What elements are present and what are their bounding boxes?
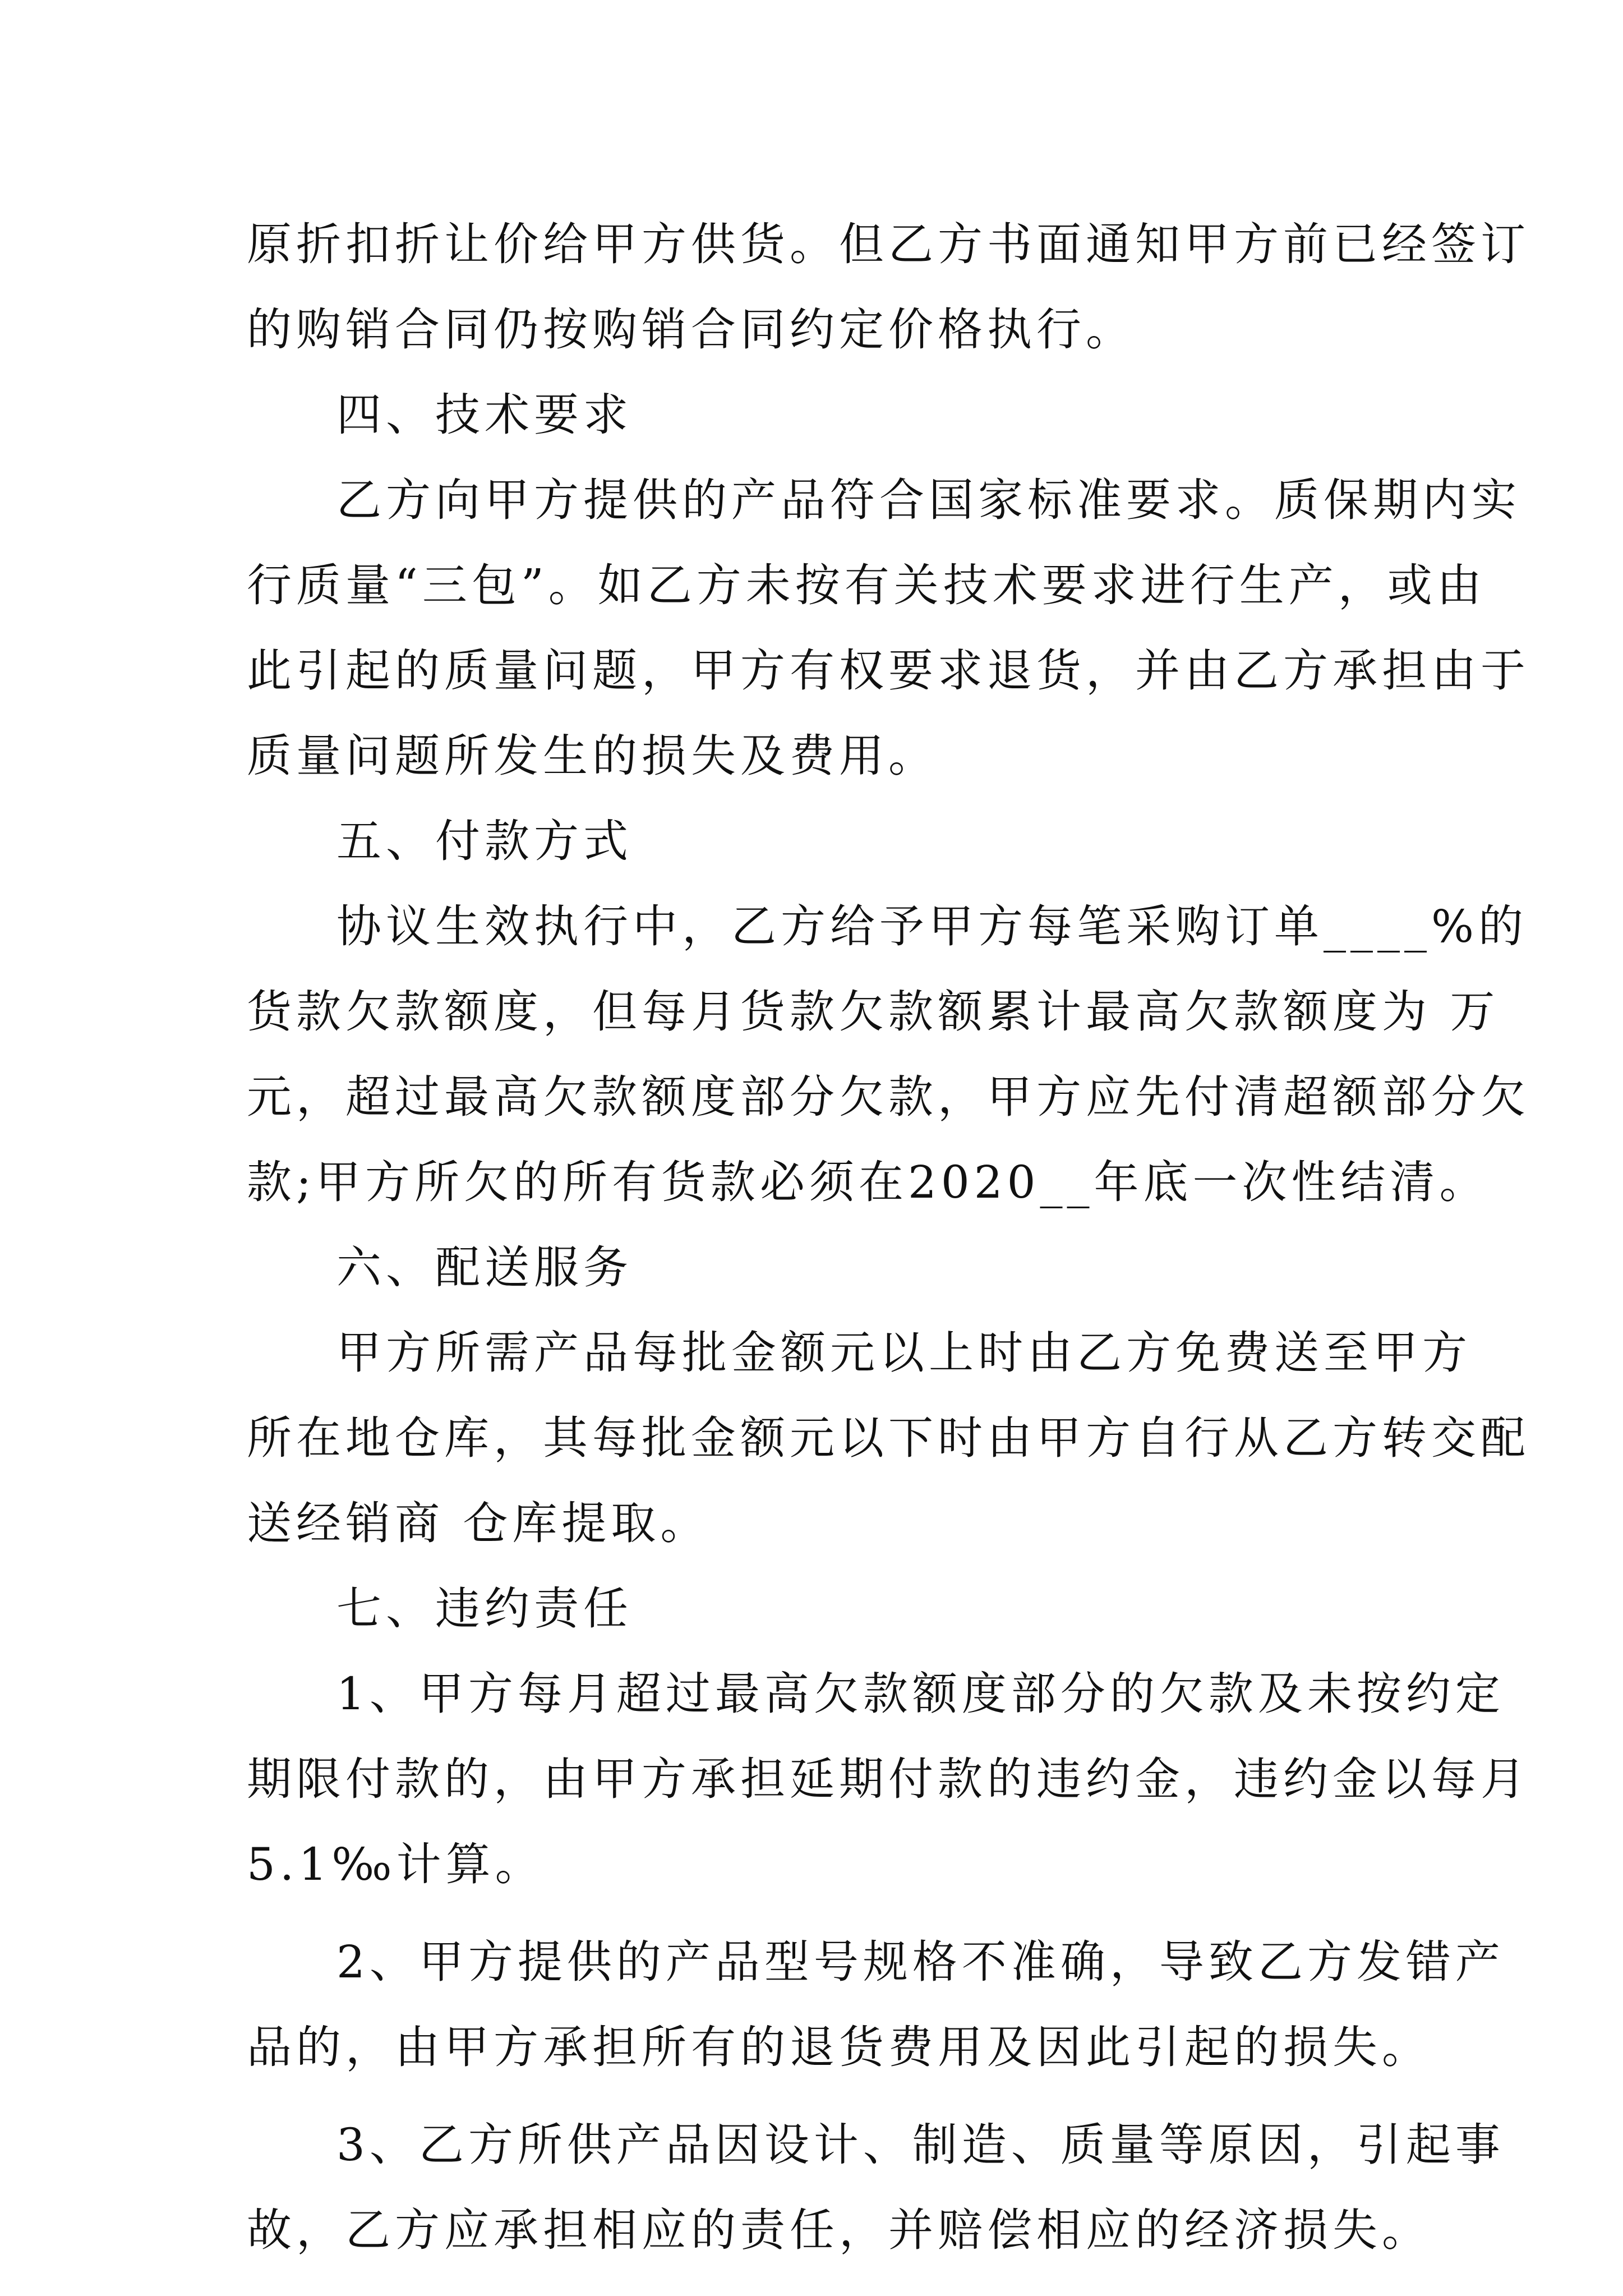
section-heading-liability: 七、违约责任: [336, 1582, 633, 1635]
paragraph-line: 2、甲方提供的产品型号规格不准确，导致乙方发错产: [336, 1936, 1505, 1988]
spacer: [247, 1907, 1391, 1920]
paragraph-line: 乙方向甲方提供的产品符合国家标准要求。质保期内实: [336, 474, 1521, 526]
paragraph-line: 货款欠款额度，但每月货款欠款额累计最高欠款额度为 万: [247, 986, 1500, 1038]
document-body: [247, 202, 1530, 2273]
paragraph-line: 元，超过最高欠款额度部分欠款，甲方应先付清超额部分欠: [247, 1071, 1530, 1123]
paragraph-line: 行质量“三包”。如乙方未按有关技术要求进行生产，或由: [247, 559, 1486, 611]
paragraph-line: 3、乙方所供产品因设计、制造、质量等原因，引起事: [336, 2119, 1505, 2171]
paragraph-line: 5.1‰计算。: [247, 1838, 545, 1890]
paragraph-line: 原折扣折让价给甲方供货。但乙方书面通知甲方前已经签订: [247, 218, 1530, 270]
paragraph-line: 品的，由甲方承担所有的退货费用及因此引起的损失。: [247, 2021, 1431, 2073]
paragraph-line: 质量问题所发生的损失及费用。: [247, 730, 938, 782]
paragraph-line: 款;甲方所欠的所有货款必须在2020__年底一次性结清。: [247, 1156, 1489, 1208]
paragraph-line: 故，乙方应承担相应的责任，并赔偿相应的经济损失。: [247, 2204, 1431, 2256]
section-heading-delivery: 六、配送服务: [336, 1241, 633, 1294]
paragraph-line: 1、甲方每月超过最高欠款额度部分的欠款及未按约定: [336, 1668, 1505, 1720]
paragraph-line: 送经销商 仓库提取。: [247, 1497, 710, 1549]
spacer: [247, 2090, 1391, 2102]
paragraph-line: 甲方所需产品每批金额元以上时由乙方免费送至甲方: [336, 1327, 1472, 1379]
paragraph-line: 的购销合同仍按购销合同约定价格执行。: [247, 303, 1135, 356]
paragraph-line: 协议生效执行中，乙方给予甲方每笔采购订单____%的: [336, 900, 1528, 953]
section-heading-payment: 五、付款方式: [336, 815, 633, 867]
paragraph-line: 此引起的质量问题，甲方有权要求退货，并由乙方承担由于: [247, 645, 1530, 697]
section-heading-technical: 四、技术要求: [336, 389, 633, 441]
paragraph-line: 所在地仓库，其每批金额元以下时由甲方自行从乙方转交配: [247, 1412, 1530, 1464]
paragraph-line: 期限付款的，由甲方承担延期付款的违约金，违约金以每月: [247, 1753, 1530, 1805]
